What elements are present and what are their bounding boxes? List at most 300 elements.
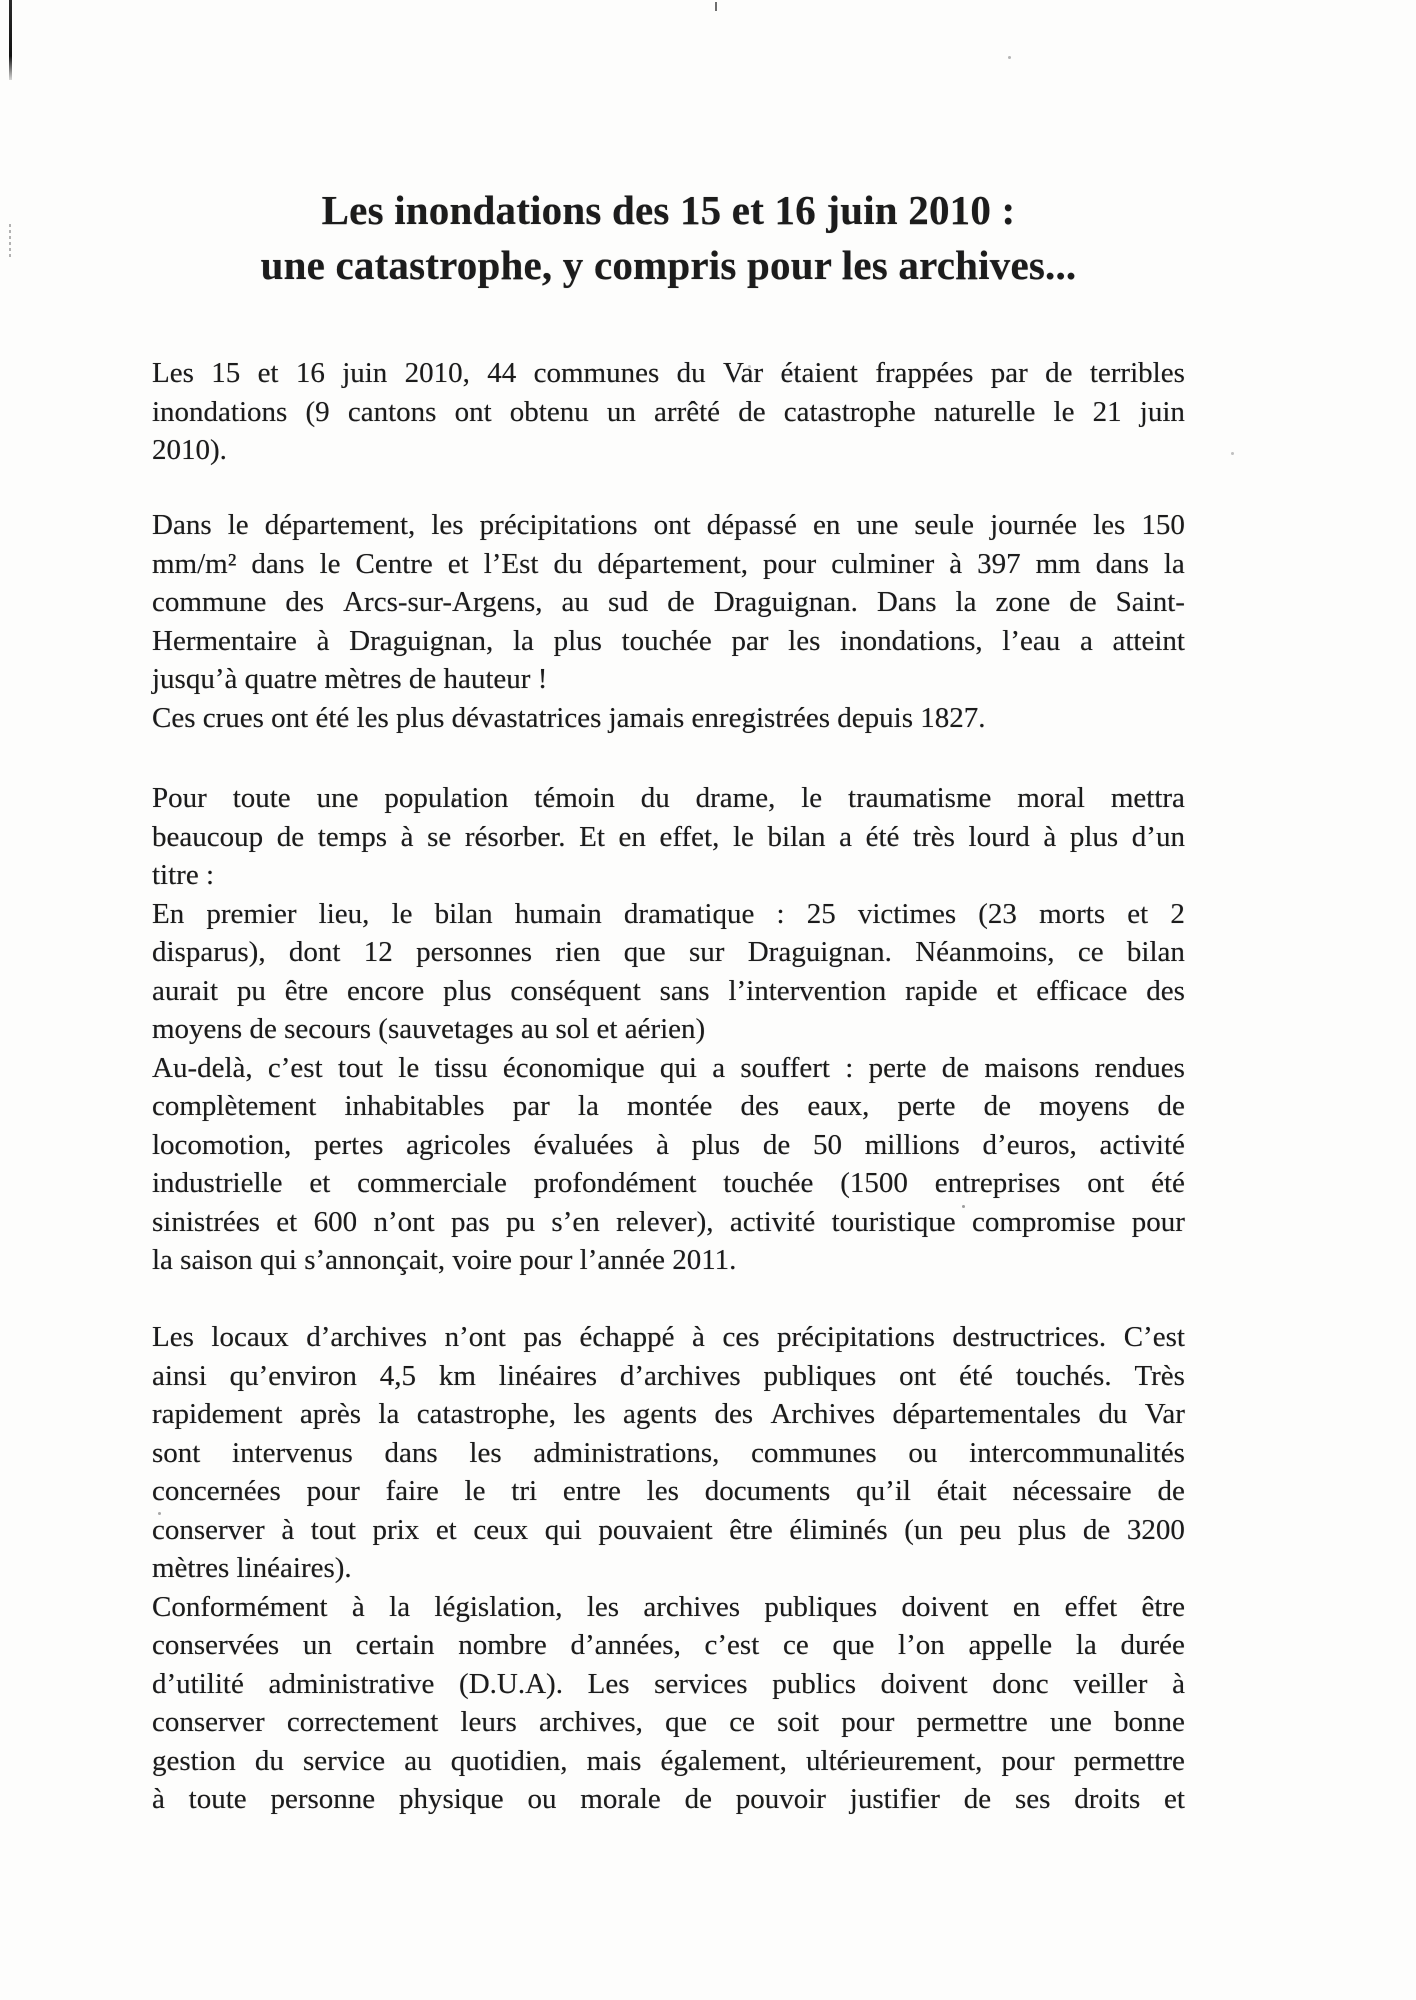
- text-line: [152, 1126, 1185, 1165]
- word: (D.U.A).: [459, 1667, 563, 1700]
- word: et: [1127, 897, 1149, 930]
- word: morts: [1039, 897, 1106, 930]
- word: a: [1079, 624, 1093, 657]
- word: moral: [1017, 782, 1085, 814]
- paragraph: [152, 699, 1185, 738]
- word: Très: [1134, 1359, 1185, 1392]
- word: la: [512, 624, 534, 657]
- word: se: [427, 820, 452, 853]
- word: d’archives: [306, 1321, 428, 1353]
- word: industrielle: [152, 1167, 283, 1199]
- paragraph: [152, 779, 1185, 895]
- text-line: [152, 545, 1185, 584]
- word: s’en: [551, 1205, 600, 1238]
- text-line: titre :: [152, 859, 215, 891]
- title-line: une catastrophe, y compris pour les archives...: [260, 242, 1077, 288]
- text-line: [152, 1511, 1185, 1550]
- word: Les: [152, 1321, 194, 1353]
- word: soit: [777, 1706, 820, 1738]
- word: de: [1045, 357, 1073, 389]
- word: doivent: [901, 1590, 989, 1623]
- word: été: [959, 1359, 993, 1392]
- paragraph: [152, 1049, 1185, 1280]
- word: Archives: [770, 1398, 876, 1430]
- word: publiques: [764, 1590, 878, 1623]
- word: et: [996, 974, 1018, 1007]
- word: plus: [691, 1128, 741, 1161]
- word: de: [963, 1783, 992, 1815]
- word: 12: [363, 936, 393, 968]
- word: précipitations: [777, 1321, 935, 1353]
- word: agents: [622, 1398, 698, 1430]
- word: tri: [511, 1475, 538, 1507]
- word: durée: [1120, 1629, 1185, 1661]
- word: échappé: [579, 1321, 675, 1353]
- word: des: [740, 1090, 780, 1122]
- word: zone: [995, 586, 1051, 618]
- word: physique: [398, 1783, 504, 1815]
- word: de: [684, 1783, 712, 1815]
- text-line: [152, 1164, 1185, 1203]
- word: 15: [211, 357, 241, 389]
- word: personnes: [416, 936, 533, 968]
- word: du: [254, 1744, 284, 1777]
- word: victimes: [857, 897, 957, 930]
- word: en: [812, 509, 841, 541]
- word: certain: [355, 1629, 435, 1661]
- word: concernées: [152, 1475, 281, 1507]
- word: drame,: [695, 782, 776, 814]
- word: permettre: [916, 1706, 1028, 1738]
- word: service: [303, 1744, 386, 1777]
- word: après: [299, 1398, 362, 1430]
- word: archives: [643, 1590, 741, 1623]
- word: rapide: [905, 974, 978, 1007]
- word: Arcs-sur-Argens,: [343, 586, 543, 618]
- word: traumatisme: [848, 782, 992, 814]
- word: département,: [597, 547, 749, 580]
- text-line: [152, 1588, 1185, 1627]
- text-line: mètres linéaires).: [152, 1552, 352, 1584]
- word: permettre: [1073, 1744, 1185, 1777]
- word: pour: [1131, 1205, 1185, 1238]
- word: les: [1093, 509, 1126, 541]
- word: a: [839, 820, 852, 853]
- word: ses: [1014, 1783, 1051, 1815]
- word: et: [309, 1167, 331, 1199]
- word: Saint-: [1115, 586, 1185, 618]
- word: Draguignan,: [349, 624, 494, 657]
- word: toute: [188, 1783, 247, 1815]
- word: agricoles: [406, 1128, 511, 1161]
- word: plus: [1017, 1513, 1067, 1546]
- word: entreprises: [934, 1167, 1061, 1199]
- word: touchée: [723, 1167, 814, 1199]
- scan-speck: [1008, 56, 1011, 59]
- word: l’intervention: [728, 974, 887, 1007]
- word: tout: [310, 1513, 356, 1546]
- text-line: moyens de secours (sauvetages au sol et aérien): [152, 1013, 706, 1045]
- word: d’archives: [619, 1359, 741, 1392]
- word: le: [732, 820, 754, 853]
- word: à: [400, 820, 414, 853]
- word: administrations,: [533, 1436, 720, 1469]
- word: complètement: [152, 1090, 317, 1122]
- paragraph: [152, 506, 1185, 699]
- word: arrêté: [654, 395, 721, 428]
- word: aurait: [152, 974, 219, 1007]
- word: pour: [763, 547, 817, 580]
- text-line: [152, 972, 1185, 1011]
- word: l’Est: [483, 547, 539, 580]
- word: intercommunalités: [969, 1436, 1185, 1469]
- word: catastrophe: [783, 395, 916, 428]
- word: temps: [317, 820, 387, 853]
- word: des: [1146, 974, 1185, 1007]
- text-line: [152, 393, 1185, 432]
- word: 44: [487, 357, 517, 389]
- text-line: [152, 1318, 1185, 1357]
- word: étaient: [780, 357, 858, 389]
- word: journée: [990, 509, 1078, 541]
- word: de: [1069, 586, 1097, 618]
- word: leurs: [460, 1706, 517, 1738]
- word: le: [1053, 395, 1075, 428]
- word: doivent: [880, 1667, 968, 1700]
- word: publiques: [763, 1359, 877, 1392]
- text-line: [152, 1049, 1185, 1088]
- word: Hermentaire: [152, 624, 297, 657]
- text-line: [152, 895, 1185, 934]
- text-line: [152, 1472, 1185, 1511]
- word: perte: [868, 1051, 927, 1084]
- word: cantons: [347, 395, 437, 428]
- text-line: [152, 779, 1185, 818]
- word: des: [285, 586, 325, 618]
- text-line: [152, 1626, 1185, 1665]
- text-block: [152, 779, 1185, 1280]
- word: touristique: [831, 1205, 956, 1238]
- word: en: [618, 820, 646, 853]
- word: l’eau: [1002, 624, 1061, 657]
- word: le: [801, 782, 823, 814]
- word: par: [512, 1090, 550, 1122]
- word: ont: [1087, 1167, 1125, 1199]
- word: qu’environ: [229, 1359, 357, 1392]
- word: inondations: [152, 395, 288, 428]
- scan-edge-dashes: [9, 224, 11, 258]
- word: effet,: [659, 820, 720, 853]
- word: bilan: [767, 820, 826, 853]
- word: de: [276, 820, 305, 853]
- word: et: [1164, 1783, 1185, 1815]
- word: faire: [385, 1475, 439, 1507]
- word: efficace: [1036, 974, 1128, 1007]
- word: Les: [587, 1667, 630, 1700]
- word: (1500: [840, 1167, 908, 1199]
- word: à: [1172, 1667, 1185, 1700]
- word: bilan: [1126, 936, 1185, 968]
- word: la: [1163, 547, 1185, 580]
- word: lourd: [968, 820, 1030, 853]
- text-line: [152, 354, 1185, 393]
- word: prix: [372, 1513, 420, 1546]
- text-line: [152, 622, 1185, 661]
- word: économique: [502, 1051, 645, 1084]
- word: C’est: [1123, 1321, 1185, 1353]
- word: conséquent: [510, 974, 641, 1007]
- word: pouvoir: [735, 1783, 826, 1815]
- word: la: [1075, 1629, 1097, 1661]
- text-line: [152, 1357, 1185, 1396]
- word: destructrices.: [952, 1321, 1107, 1353]
- word: dont: [288, 936, 341, 968]
- word: 50: [812, 1128, 842, 1161]
- text-line: [152, 933, 1185, 972]
- word: en: [1012, 1590, 1041, 1623]
- word: ceux: [473, 1513, 529, 1546]
- word: et: [447, 547, 469, 580]
- title-line: Les inondations des 15 et 16 juin 2010 :: [321, 187, 1016, 233]
- word: les: [469, 1436, 502, 1469]
- word: était: [936, 1475, 987, 1507]
- word: conserver: [152, 1513, 265, 1546]
- word: à: [316, 624, 330, 657]
- word: lieu,: [318, 897, 370, 930]
- word: les: [586, 1590, 620, 1623]
- word: inondations,: [840, 624, 983, 657]
- word: d’un: [1131, 820, 1185, 853]
- word: pour: [306, 1475, 360, 1507]
- word: pertes: [314, 1128, 384, 1161]
- word: locomotion,: [152, 1128, 292, 1161]
- word: (23: [978, 897, 1017, 930]
- word: population: [384, 782, 509, 814]
- text-line: la saison qui s’annonçait, voire pour l’année 2011.: [152, 1244, 737, 1276]
- word: Draguignan.: [747, 936, 892, 968]
- word: évaluées: [533, 1128, 634, 1161]
- word: de: [762, 1128, 791, 1161]
- word: touchés.: [1015, 1359, 1112, 1392]
- word: :: [776, 897, 785, 930]
- word: 600: [313, 1205, 358, 1238]
- word: administrative: [268, 1667, 435, 1700]
- text-line: 2010).: [152, 434, 227, 466]
- word: rien: [555, 936, 601, 968]
- word: dramatique: [623, 897, 755, 930]
- word: du: [676, 357, 706, 389]
- word: Dans: [152, 509, 212, 541]
- word: culminer: [831, 547, 935, 580]
- word: rapidement: [152, 1398, 283, 1430]
- text-block: [152, 506, 1185, 737]
- word: que: [623, 936, 666, 968]
- word: n’ont: [373, 1205, 435, 1238]
- word: qui: [659, 1051, 697, 1084]
- word: à: [656, 1128, 669, 1161]
- word: quotidien,: [450, 1744, 568, 1777]
- word: millions: [864, 1128, 960, 1161]
- word: les: [788, 624, 821, 657]
- word: une: [1049, 1706, 1092, 1738]
- word: entre: [562, 1475, 621, 1507]
- word: de: [667, 586, 695, 618]
- word: sans: [659, 974, 710, 1007]
- word: Les: [152, 357, 194, 389]
- word: correctement: [286, 1706, 439, 1738]
- scan-edge-line: [9, 0, 12, 80]
- word: un: [302, 1629, 332, 1661]
- word: n’ont: [444, 1321, 506, 1353]
- word: sont: [152, 1436, 201, 1469]
- text-line: [152, 818, 1185, 857]
- text-line: [152, 583, 1185, 622]
- word: pour: [1001, 1744, 1055, 1777]
- word: Pour: [152, 782, 207, 814]
- word: En: [152, 897, 185, 930]
- word: obtenu: [509, 395, 589, 428]
- word: dans: [1095, 547, 1149, 580]
- word: mm: [1035, 547, 1081, 580]
- word: (un: [904, 1513, 943, 1546]
- word: ce: [729, 1706, 755, 1738]
- word: c’est: [704, 1629, 760, 1661]
- word: précipitations: [479, 509, 638, 541]
- word: disparus),: [152, 936, 266, 968]
- word: qu’il: [856, 1475, 911, 1507]
- word: de: [738, 395, 766, 428]
- word: le: [319, 547, 341, 580]
- word: 2: [1170, 897, 1185, 930]
- text-line: [152, 1087, 1185, 1126]
- word: ce: [1077, 936, 1104, 968]
- word: frappées: [875, 357, 974, 389]
- word: pouvaient: [598, 1513, 713, 1546]
- word: encore: [347, 974, 425, 1007]
- word: pas: [523, 1321, 562, 1353]
- word: Var: [1144, 1398, 1185, 1430]
- word: à: [351, 1590, 365, 1623]
- word: perte: [897, 1090, 956, 1122]
- word: la: [955, 586, 977, 618]
- word: la: [378, 1398, 400, 1430]
- paragraph: [152, 1318, 1185, 1588]
- word: à: [152, 1783, 165, 1815]
- word: très: [913, 820, 955, 853]
- word: 150: [1141, 509, 1185, 541]
- text-line: [152, 1780, 1185, 1819]
- document-title: [152, 183, 1185, 293]
- word: souffert: [740, 1051, 830, 1084]
- word: le: [227, 509, 249, 541]
- word: 21: [1092, 395, 1122, 428]
- word: services: [654, 1667, 748, 1700]
- word: et: [276, 1205, 298, 1238]
- word: des: [714, 1398, 754, 1430]
- word: à: [281, 1513, 295, 1546]
- word: locaux: [211, 1321, 289, 1353]
- word: au: [404, 1744, 432, 1777]
- word: nombre: [458, 1629, 547, 1661]
- word: commerciale: [357, 1167, 507, 1199]
- word: dépassé: [706, 509, 797, 541]
- word: par: [990, 357, 1028, 389]
- word: la: [577, 1090, 599, 1122]
- word: à: [949, 547, 963, 580]
- word: d’utilité: [152, 1667, 244, 1700]
- word: touchée: [621, 624, 712, 657]
- word: éliminés: [789, 1513, 888, 1546]
- word: Au-delà,: [152, 1051, 253, 1084]
- word: commune: [152, 586, 267, 618]
- word: nécessaire: [1012, 1475, 1132, 1507]
- word: les: [431, 509, 464, 541]
- word: Draguignan.: [713, 586, 858, 618]
- word: que: [832, 1629, 875, 1661]
- word: activité: [729, 1205, 816, 1238]
- word: gestion: [152, 1744, 236, 1777]
- word: peu: [959, 1513, 1002, 1546]
- word: au: [561, 586, 589, 618]
- word: eaux,: [807, 1090, 870, 1122]
- word: effet: [1064, 1590, 1118, 1623]
- word: ce: [782, 1629, 809, 1661]
- word: sud: [607, 586, 649, 618]
- word: tout: [337, 1051, 384, 1084]
- word: à: [1043, 820, 1057, 853]
- word: km: [438, 1359, 476, 1392]
- word: conserver: [152, 1706, 265, 1738]
- paragraph: [152, 895, 1185, 1049]
- word: à: [692, 1321, 705, 1353]
- word: les: [646, 1475, 679, 1507]
- word: résorber.: [464, 820, 566, 853]
- word: ces: [722, 1321, 760, 1353]
- word: ou: [527, 1783, 557, 1815]
- word: 25: [806, 897, 836, 930]
- word: naturelle: [933, 395, 1036, 428]
- word: inhabitables: [344, 1090, 485, 1122]
- word: mais: [586, 1744, 642, 1777]
- word: 2010,: [404, 357, 470, 389]
- word: de: [941, 1051, 970, 1084]
- word: appelle: [968, 1629, 1053, 1661]
- word: témoin: [534, 782, 615, 814]
- word: pas: [451, 1205, 490, 1238]
- word: juin: [1139, 395, 1185, 428]
- word: également,: [660, 1744, 787, 1777]
- word: morale: [580, 1783, 661, 1815]
- word: ont: [653, 509, 691, 541]
- word: Centre: [355, 547, 433, 580]
- word: plus: [1069, 820, 1119, 853]
- word: du: [640, 782, 670, 814]
- word: juin: [342, 357, 388, 389]
- word: Dans: [876, 586, 937, 618]
- word: maisons: [984, 1051, 1080, 1084]
- word: premier: [206, 897, 297, 930]
- word: relever),: [616, 1205, 714, 1238]
- word: pour: [841, 1706, 895, 1738]
- text-line: [152, 1434, 1185, 1473]
- word: 4,5: [379, 1359, 416, 1392]
- word: c’est: [267, 1051, 323, 1084]
- text-line: [152, 1703, 1185, 1742]
- word: une: [856, 509, 899, 541]
- word: dans: [251, 547, 305, 580]
- word: conservées: [152, 1629, 280, 1661]
- word: Néanmoins,: [915, 936, 1055, 968]
